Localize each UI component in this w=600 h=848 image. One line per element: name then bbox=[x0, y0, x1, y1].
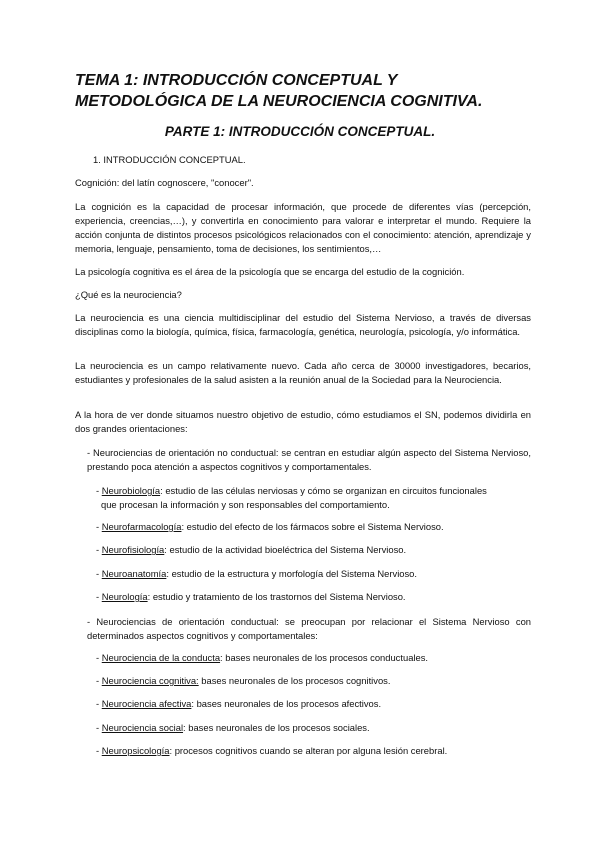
title-line-2: METODOLÓGICA DE LA NEUROCIENCIA COGNITIVA. bbox=[75, 93, 483, 110]
term-neurociencia-social: Neurociencia social bbox=[101, 722, 184, 733]
part-title: PARTE 1: INTRODUCCIÓN CONCEPTUAL. bbox=[164, 124, 436, 139]
paragraph-psicologia: La psicología cognitiva es el área de la psicología que se encarga del estudio de la cognición. bbox=[75, 266, 465, 277]
bullet-no-conductual: - Neurociencias de orientación no conductual: se centran en estudiar algún aspecto del Sistema Nervioso, prestando poca atención a aspectos cognitivos y comportamentales. bbox=[87, 447, 531, 472]
list-item-neurofisiologia: - Neurofisiología: estudio de la actividad bioeléctrica del Sistema Nervioso. bbox=[96, 544, 407, 555]
term-neurociencia-afectiva: Neurociencia afectiva bbox=[101, 698, 192, 709]
paragraph-neuro-definicion: La neurociencia es una ciencia multidisciplinar del estudio del Sistema Nervioso, a través de diversas disciplinas como la biología, química, física, farmacología, genética, neurología, psicología, y/o informática. bbox=[75, 312, 531, 337]
document-title bbox=[75, 70, 545, 112]
term-neurobiologia: Neurobiología bbox=[101, 485, 161, 496]
list-item-neurociencia-cognitiva: - Neurociencia cognitiva: bases neuronales de los procesos cognitivos. bbox=[96, 675, 391, 686]
title-line-1: TEMA 1: INTRODUCCIÓN CONCEPTUAL Y bbox=[75, 72, 398, 89]
paragraph-capacidad: La cognición es la capacidad de procesar información, que procede de diferentes vías (percepción, experiencia, creencias,…), y convertirla en conocimiento para valorar e interpretar el mundo. Requiere la acción conjunta de distintos procesos psicológicos relacionados con el conocimiento: atención, aprendizaje y memoria, lenguaje, pensamiento, toma de decisiones, los sentimientos,… bbox=[75, 201, 531, 254]
term-neurofisiologia: Neurofisiología bbox=[101, 544, 165, 555]
section-heading: 1. INTRODUCCIÓN CONCEPTUAL. bbox=[93, 154, 246, 165]
term-neurociencia-conducta: Neurociencia de la conducta bbox=[101, 652, 221, 663]
term-neuropsicologia: Neuropsicología bbox=[101, 745, 170, 756]
term-neurociencia-cognitiva: Neurociencia cognitiva: bbox=[101, 675, 199, 686]
list-item-neurofarmacologia: - Neurofarmacología: estudio del efecto de los fármacos sobre el Sistema Nervioso. bbox=[96, 521, 444, 532]
paragraph-pregunta: ¿Qué es la neurociencia? bbox=[75, 289, 182, 300]
list-item-neurobiologia: - Neurobiología: estudio de las células nerviosas y cómo se organizan en circuitos funcionales que procesan la información y son responsables del comportamiento. bbox=[96, 485, 487, 510]
list-item-neurociencia-conducta: - Neurociencia de la conducta: bases neuronales de los procesos conductuales. bbox=[96, 652, 428, 663]
paragraph-orientaciones: A la hora de ver donde situamos nuestro objetivo de estudio, cómo estudiamos el SN, podemos dividirla en dos grandes orientaciones: bbox=[75, 409, 531, 434]
paragraph-cognicion: Cognición: del latín cognoscere, "conocer". bbox=[75, 177, 254, 188]
term-neurofarmacologia: Neurofarmacología bbox=[101, 521, 182, 532]
bullet-conductual: - Neurociencias de orientación conductual: se preocupan por relacionar el Sistema Nervioso con determinados aspectos cognitivos y comportamentales: bbox=[87, 616, 531, 641]
list-item-neuroanatomia: - Neuroanatomía: estudio de la estructura y morfología del Sistema Nervioso. bbox=[96, 568, 417, 579]
list-item-neurociencia-afectiva: - Neurociencia afectiva: bases neuronales de los procesos afectivos. bbox=[96, 698, 382, 709]
term-neurologia: Neurología bbox=[101, 591, 148, 602]
paragraph-neuro-nuevo: La neurociencia es un campo relativamente nuevo. Cada año cerca de 30000 investigadores, becarios, estudiantes y profesionales de la salud asisten a la reunión anual de la Sociedad para la Neurociencia. bbox=[75, 360, 531, 385]
list-item-neurociencia-social: - Neurociencia social: bases neuronales de los procesos sociales. bbox=[96, 722, 370, 733]
list-item-neuropsicologia: - Neuropsicología: procesos cognitivos cuando se alteran por alguna lesión cerebral. bbox=[96, 745, 448, 756]
term-neuroanatomia: Neuroanatomía bbox=[101, 568, 167, 579]
list-item-neurologia: - Neurología: estudio y tratamiento de los trastornos del Sistema Nervioso. bbox=[96, 591, 406, 602]
